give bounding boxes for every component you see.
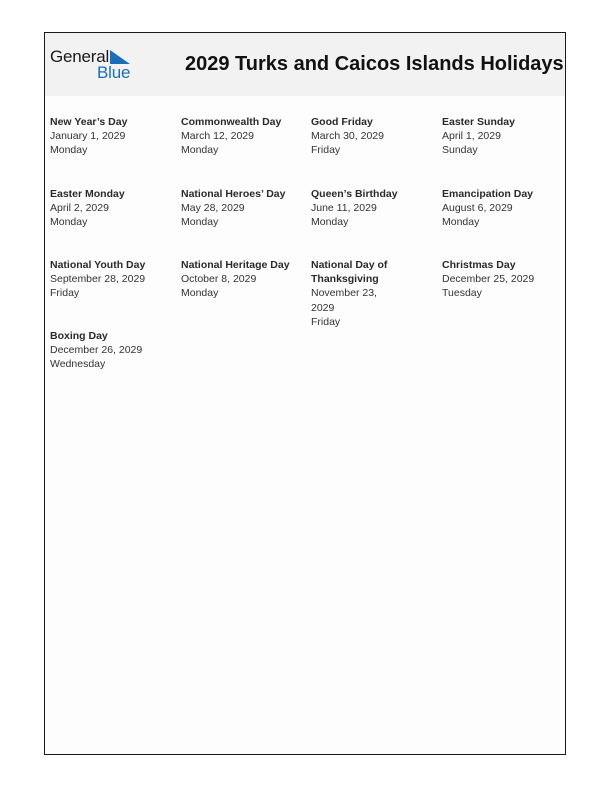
page-title: 2029 Turks and Caicos Islands Holidays	[185, 53, 564, 75]
holiday-item	[442, 115, 567, 158]
page-header	[45, 33, 565, 96]
holiday-name: National Youth Day	[50, 259, 146, 271]
holiday-item	[50, 187, 175, 230]
holiday-date: April 2, 2029	[50, 202, 109, 215]
holiday-date: October 8, 2029	[181, 273, 257, 286]
holiday-item	[442, 258, 567, 301]
holiday-weekday: Monday	[181, 216, 219, 229]
holiday-weekday: Sunday	[442, 144, 478, 157]
holiday-weekday: Monday	[50, 216, 88, 229]
holiday-item	[311, 258, 403, 329]
holiday-date: September 28, 2029	[50, 273, 146, 286]
holiday-name: Queen’s Birthday	[311, 188, 398, 200]
holiday-item	[311, 187, 436, 230]
holiday-name: New Year’s Day	[50, 116, 128, 128]
holiday-weekday: Wednesday	[50, 358, 106, 371]
holiday-name: Boxing Day	[50, 330, 108, 342]
holiday-name: Commonwealth Day	[181, 116, 282, 128]
holiday-date: June 11, 2029	[311, 202, 377, 215]
holiday-date: December 25, 2029	[442, 273, 535, 286]
calendar-page	[44, 32, 566, 755]
holiday-item	[311, 115, 436, 158]
holiday-name: National Day of Thanksgiving	[311, 259, 388, 286]
holiday-item	[181, 258, 306, 301]
generalblue-logo[interactable]	[50, 47, 140, 83]
holiday-weekday: Friday	[311, 144, 341, 157]
holiday-date: April 1, 2029	[442, 130, 501, 143]
holiday-date: November 23, 2029	[311, 287, 377, 314]
holiday-name: National Heroes’ Day	[181, 188, 286, 200]
holiday-date: May 28, 2029	[181, 202, 245, 215]
holiday-name: Christmas Day	[442, 259, 516, 271]
holiday-item	[50, 258, 175, 301]
holiday-date: December 26, 2029	[50, 344, 143, 357]
holiday-weekday: Friday	[311, 315, 341, 328]
holiday-weekday: Monday	[311, 216, 349, 229]
holiday-weekday: Monday	[181, 287, 219, 300]
holiday-name: Easter Monday	[50, 188, 125, 200]
holiday-item	[181, 115, 306, 158]
logo-triangle-icon	[110, 50, 130, 64]
holiday-item	[50, 329, 175, 372]
holiday-weekday: Monday	[50, 144, 88, 157]
holiday-item	[50, 115, 175, 158]
holiday-name: National Heritage Day	[181, 259, 290, 271]
logo-text-blue: Blue	[97, 63, 131, 82]
holiday-weekday: Monday	[442, 216, 480, 229]
holiday-date: March 12, 2029	[181, 130, 254, 143]
holiday-weekday: Monday	[181, 144, 219, 157]
holiday-date: August 6, 2029	[442, 202, 513, 215]
holiday-name: Emancipation Day	[442, 188, 534, 200]
logo-text-general: General	[50, 47, 110, 66]
holiday-item	[442, 187, 567, 230]
holiday-item	[181, 187, 306, 230]
holiday-name: Easter Sunday	[442, 116, 515, 128]
holiday-date: January 1, 2029	[50, 130, 126, 143]
holiday-weekday: Friday	[50, 287, 80, 300]
holiday-date: March 30, 2029	[311, 130, 384, 143]
holiday-weekday: Tuesday	[442, 287, 482, 300]
holiday-name: Good Friday	[311, 116, 373, 128]
